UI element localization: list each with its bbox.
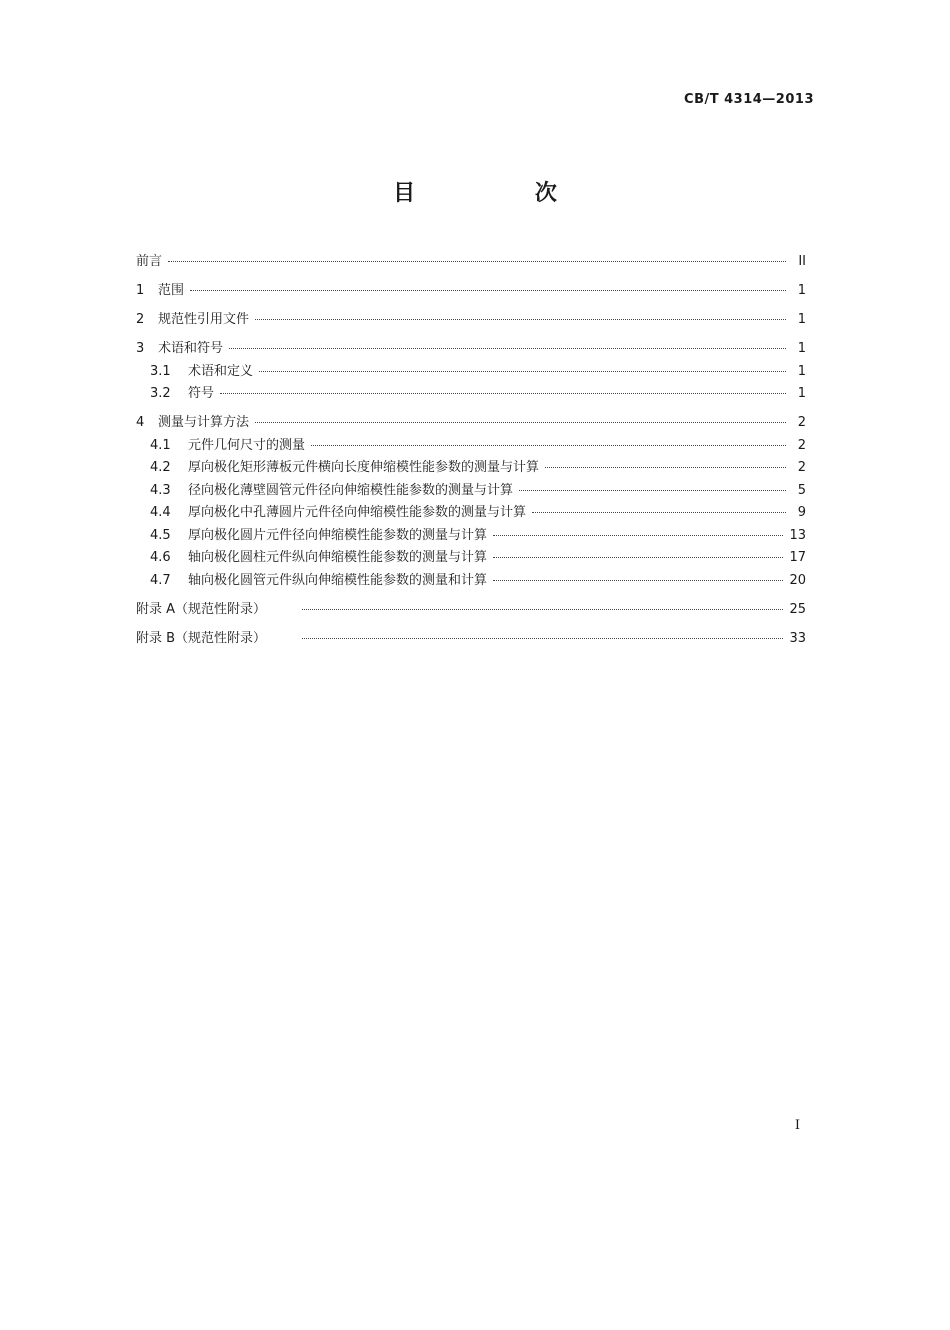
toc-dot-leader: [302, 638, 783, 639]
toc-entry[interactable]: [136, 598, 806, 621]
toc-entry[interactable]: [136, 360, 806, 383]
toc-entry-number: 3: [136, 341, 145, 356]
toc-entry[interactable]: [136, 627, 806, 650]
toc-entry-page: 2: [797, 415, 806, 430]
toc-entry-number: 3.2: [150, 386, 171, 401]
toc-entry-label: 符号: [188, 386, 215, 401]
toc-dot-leader: [532, 512, 786, 513]
toc-dot-leader: [229, 348, 786, 349]
toc-entry[interactable]: [136, 479, 806, 502]
toc-entry-label: 前言: [136, 254, 163, 269]
toc-dot-leader: [493, 580, 783, 581]
toc-entry-page: 1: [797, 386, 806, 401]
toc-entry-number: 4.1: [150, 437, 171, 453]
toc-dot-leader: [220, 393, 786, 394]
toc-entry-page: 1: [797, 312, 806, 327]
toc-entry-label: 厚向极化矩形薄板元件横向长度伸缩模性能参数的测量与计算: [188, 460, 540, 475]
toc-entry[interactable]: [136, 250, 806, 273]
toc-entry-page: 33: [789, 630, 806, 646]
toc-entry[interactable]: [136, 382, 806, 405]
toc-entry-label: 厚向极化圆片元件径向伸缩模性能参数的测量与计算: [188, 527, 488, 543]
toc-entry-page: 25: [789, 601, 806, 617]
toc-entry-page: 1: [797, 341, 806, 356]
toc-dot-leader: [168, 261, 786, 262]
toc-dot-leader: [255, 319, 786, 320]
toc-entry-label: 轴向极化圆管元件纵向伸缩模性能参数的测量和计算: [188, 572, 488, 588]
toc-entry[interactable]: [136, 456, 806, 479]
toc-entry-label: 附录 A（规范性附录）: [136, 601, 267, 617]
toc-entry-number: 4.2: [150, 460, 171, 475]
toc-dot-leader: [259, 371, 786, 372]
toc-entry[interactable]: [136, 434, 806, 457]
table-of-contents: [136, 250, 806, 649]
toc-entry-label: 厚向极化中孔薄圆片元件径向伸缩模性能参数的测量与计算: [188, 505, 527, 520]
toc-dot-leader: [519, 490, 786, 491]
toc-entry-number: 1: [136, 283, 145, 298]
toc-entry-label: 术语和符号: [158, 341, 224, 356]
toc-entry-number: 4: [136, 415, 145, 430]
toc-entry-page: II: [798, 254, 806, 269]
toc-entry-page: 5: [797, 482, 806, 498]
toc-entry[interactable]: [136, 569, 806, 592]
toc-entry-label: 术语和定义: [188, 363, 254, 379]
toc-entry[interactable]: [136, 337, 806, 360]
toc-entry-number: 3.1: [150, 363, 171, 379]
toc-entry-page: 2: [797, 460, 806, 475]
toc-entry-page: 1: [797, 283, 806, 298]
toc-entry-label: 轴向极化圆柱元件纵向伸缩模性能参数的测量与计算: [188, 550, 488, 565]
toc-dot-leader: [190, 290, 786, 291]
toc-entry-label: 径向极化薄壁圆管元件径向伸缩模性能参数的测量与计算: [188, 482, 514, 498]
toc-entry-page: 1: [797, 363, 806, 379]
toc-dot-leader: [311, 445, 786, 446]
toc-entry[interactable]: [136, 279, 806, 302]
toc-dot-leader: [493, 535, 783, 536]
toc-entry-label: 元件几何尺寸的测量: [188, 437, 306, 453]
toc-entry[interactable]: [136, 411, 806, 434]
page-number: I: [794, 1118, 800, 1133]
toc-entry[interactable]: [136, 308, 806, 331]
toc-dot-leader: [302, 609, 783, 610]
toc-entry-label: 规范性引用文件: [158, 312, 250, 327]
toc-entry[interactable]: [136, 501, 806, 524]
toc-entry-page: 17: [789, 550, 806, 565]
toc-dot-leader: [255, 422, 786, 423]
toc-entry-label: 附录 B（规范性附录）: [136, 630, 267, 646]
toc-entry-page: 13: [789, 527, 806, 543]
toc-entry-number: 2: [136, 312, 145, 327]
toc-entry-number: 4.3: [150, 482, 171, 498]
toc-entry[interactable]: [136, 546, 806, 569]
toc-entry-page: 9: [797, 505, 806, 520]
standard-code: CB/T 4314—2013: [684, 92, 814, 107]
toc-entry-label: 测量与计算方法: [158, 415, 250, 430]
toc-dot-leader: [493, 557, 783, 558]
toc-entry-page: 2: [797, 437, 806, 453]
toc-entry-number: 4.5: [150, 527, 171, 543]
toc-entry-number: 4.7: [150, 572, 171, 588]
toc-entry-page: 20: [789, 572, 806, 588]
toc-dot-leader: [545, 467, 786, 468]
toc-entry[interactable]: [136, 524, 806, 547]
toc-entry-label: 范围: [158, 283, 185, 298]
toc-entry-number: 4.4: [150, 505, 171, 520]
toc-entry-number: 4.6: [150, 550, 171, 565]
page-title: 目 次: [393, 181, 613, 206]
